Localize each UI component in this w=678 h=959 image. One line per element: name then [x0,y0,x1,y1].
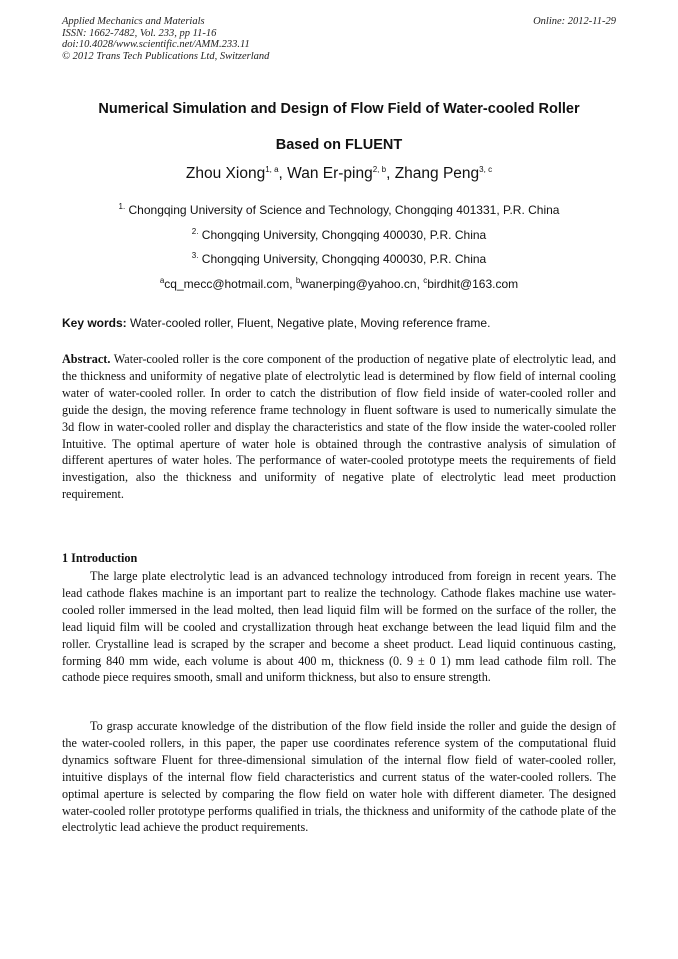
affiliation-3 [62,252,616,266]
keywords-text: Water-cooled roller, Fluent, Negative plate, Moving reference frame. [130,316,491,330]
affiliation-text: Chongqing University of Science and Technology, Chongqing 401331, P.R. China [128,203,560,217]
author-name: Zhang Peng [394,165,480,182]
intro-paragraph-2: To grasp accurate knowledge of the distribution of the flow field inside the roller and guide the design of the water-cooled rollers, in this paper, the paper use coordinates reference system of the computational fluid dynamics software Fluent for three-dimensional simulation of the internal flow field of water-cooled roller, intuitive displays of the internal flow field characteristics and current status of the water-cooled rollers. The optimal aperture is selected by comparing the flow field on water hole with different diameter. The designed water-cooled roller prototype performs qualified in trials, the thickness and uniformity of the cathode plate of the electrolytic lead achieve the product requirements. [62,719,616,835]
section-heading-introduction: 1 Introduction [62,551,138,565]
email-link[interactable]: birdhit@163.com [427,277,519,291]
issn-line: ISSN: 1662-7482, Vol. 233, pp 11-16 [62,27,217,39]
email-link[interactable]: wanerping@yahoo.cn [300,277,417,291]
copyright-line: © 2012 Trans Tech Publications Ltd, Switzerland [62,50,270,62]
abstract-text: Water-cooled roller is the core component of the production of negative plate of electrolytic lead, and the thickness and uniformity of negative plate of electrolytic lead is determined by flow field of internal cooling water of water-cooled roller. In order to catch the distribution of flow field inside of water-cooled roller and guide the design, the moving reference frame technology in fluent software is used to numerically simulate the 3d flow in water-cooled roller and display the characteristics and state of the flow inside the water-cooled roller Intuitive. The optimal aperture of water hole is obtained through the contrastive analysis of simulation of different apertures of water holes. The performance of water-cooled prototype meets the requirements of field investigation, also the thickness and uniformity of negative plate of electrolytic lead meet production requirement. [62,352,617,502]
doi-line: doi:10.4028/www.scientific.net/AMM.233.11 [62,39,250,50]
affiliation-text: Chongqing University, Chongqing 400030, P.R. China [201,228,487,242]
affiliation-sup: 1. [118,202,126,211]
affiliation-1 [62,203,616,217]
title-line-1: Numerical Simulation and Design of Flow Field of Water-cooled Roller [98,101,580,117]
author-separator: , [278,165,288,182]
author-separator: , [386,165,395,182]
keywords-label: Key words: [62,316,127,330]
email-sup: a [159,276,165,285]
email-sup: c [423,276,428,285]
author-sup: 3, c [479,164,493,174]
intro-paragraph-1: The large plate electrolytic lead is an advanced technology introduced from foreign in recent years. The lead cathode flakes machine is an important part to realize the technology. Cathode flakes machine use water-cooled roller immersed in the lead molted, then lead liquid film will be formed on the surface of the roller, the lead liquid film will be cooled and crystallization through heat exchange between the lead liquid film and the roller. Crystalline lead is scraped by the scraper and become a sheet product. Lead liquid continuous casting, forming 840 mm wide, each volume is about 400 m, thickness (0. 9 ± 0 1) mm lead cathode film roll. The cathode piece requires smooth, small and uniform thickness, but also to ensure strength. [62,569,616,685]
title-line-2: Based on FLUENT [275,137,403,153]
abstract-label: Abstract. [62,352,111,366]
paper-title [62,91,616,163]
author-sup: 2, b [372,164,387,174]
keywords [62,316,616,330]
journal-header [62,16,616,62]
author-sup: 1, a [265,164,279,174]
email-sup: b [295,276,301,285]
affiliation-sup: 2. [191,227,199,236]
journal-name: Applied Mechanics and Materials [62,16,205,27]
affiliation-sup: 3. [191,251,199,260]
email-link[interactable]: cq_mecc@hotmail.com [164,277,290,291]
affiliation-text: Chongqing University, Chongqing 400030, P.R. China [201,252,487,266]
online-date: Online: 2012-11-29 [533,16,616,27]
author-list [62,165,616,183]
author-emails: $^a$cq_mecc@hotmail.com, $^b$wanerping@yahoo.cn, $^c$birdhit@163.com [159,276,519,291]
affiliation-2 [62,228,616,242]
author-name: Wan Er-ping [287,165,373,182]
abstract [62,351,616,503]
author-name: Zhou Xiong [185,165,266,182]
